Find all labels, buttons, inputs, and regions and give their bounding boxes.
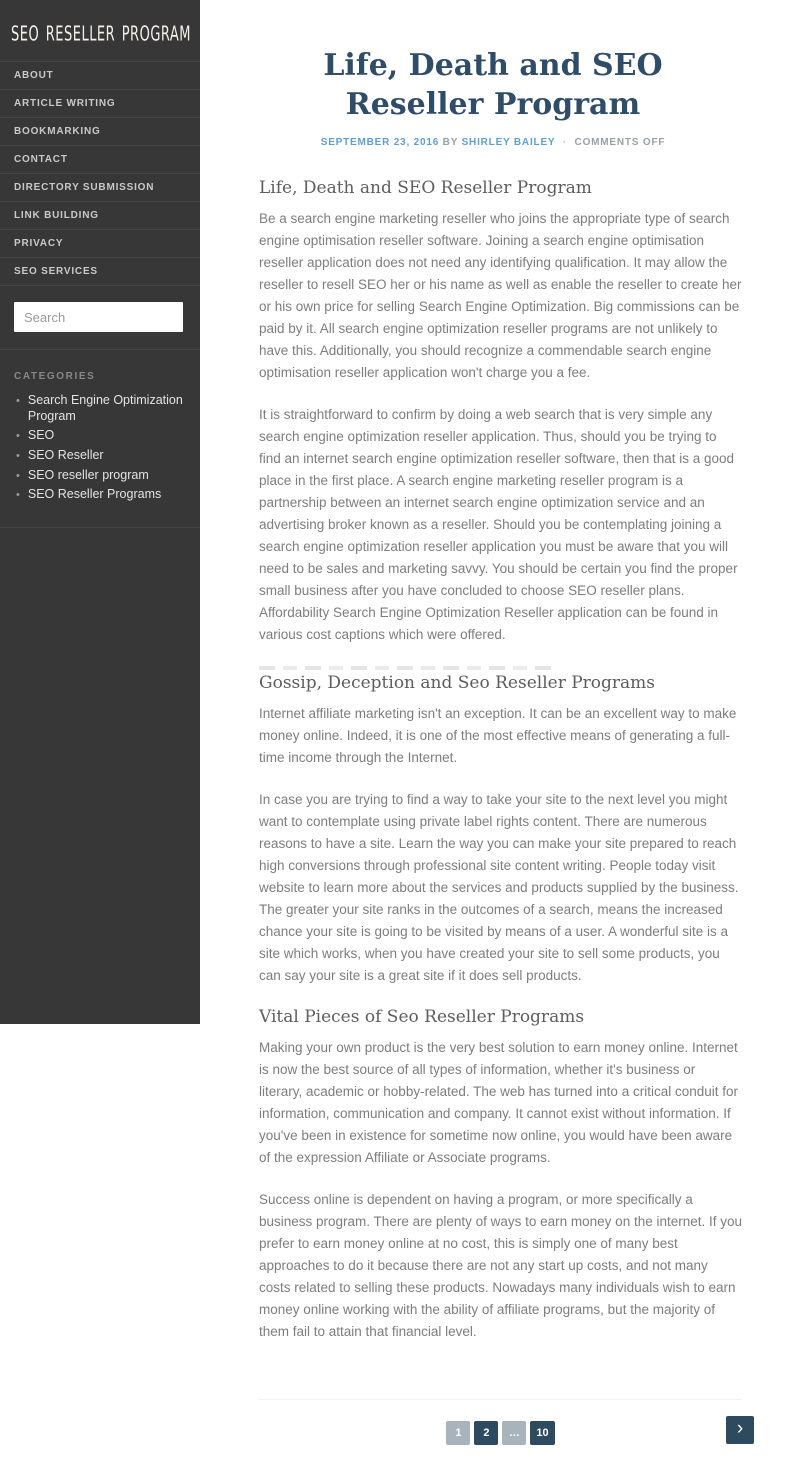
paragraph: Making your own product is the very best solution to earn money online. Internet is now the best source of all types of information, whether it's business or literary, academic or hobby-related. The web has turned into a critical conduit for information, communication and company. It cannot exist without information. If you've been in existence for sometime now online, you would have been aware of the expression Affiliate or Associate programs. bbox=[259, 1040, 738, 1165]
bullet-dot-icon: • bbox=[16, 469, 20, 482]
bullet-dot-icon: • bbox=[16, 449, 20, 462]
sidebar-item-privacy[interactable]: PRIVACY bbox=[0, 230, 200, 258]
categories-widget bbox=[0, 350, 200, 528]
meta-separator: · bbox=[562, 137, 567, 148]
category-link-seo[interactable]: SEO bbox=[27, 428, 55, 443]
sidebar-item-directory-submission[interactable]: DIRECTORY SUBMISSION bbox=[0, 174, 200, 202]
search-input[interactable] bbox=[14, 302, 183, 332]
sidebar-nav bbox=[0, 62, 200, 286]
clipped-text-artifact bbox=[259, 666, 558, 670]
category-link-seo-reseller[interactable]: SEO Reseller bbox=[27, 447, 104, 462]
sidebar-item-article-writing[interactable]: ARTICLE WRITING bbox=[0, 90, 200, 118]
sidebar-item-link-building[interactable]: LINK BUILDING bbox=[0, 202, 200, 230]
bullet-dot-icon: • bbox=[16, 395, 20, 407]
next-page-button[interactable] bbox=[726, 1416, 754, 1444]
section-heading: Vital Pieces of Seo Reseller Programs bbox=[259, 1007, 585, 1027]
list-item bbox=[14, 393, 186, 424]
page-button-2[interactable]: 2 bbox=[474, 1421, 498, 1445]
paragraph: Be a search engine marketing reseller who joins the appropriate type of search engine optimisation reseller software. Joining a search engine optimisation reseller application does not need any identifying qualification. It may allow the reseller to resell SEO her or his name as well as enable the reseller to create her or his own price for selling Search Engine Optimization. Big commissions can be paid by it. All search engine optimization reseller programs are not unlikely to have this. Additionally, you should recognize a commendable search engine optimisation reseller application won't charge you a fee. bbox=[259, 211, 742, 380]
section-heading: Life, Death and SEO Reseller Program bbox=[259, 178, 592, 198]
list-item bbox=[14, 468, 186, 484]
page-buttons bbox=[259, 1421, 742, 1445]
post-author-link[interactable]: SHIRLEY BAILEY bbox=[461, 137, 556, 148]
pagination bbox=[259, 1399, 742, 1461]
paragraph: In case you are trying to find a way to take your site to the next level you might want to contemplate using private label rights content. There are numerous reasons to have a site. Learn the way you can make your site prepared to reach high conversions through professional site content writing. People today visit website to learn more about the services and products supplied by the business. The greater your site ranks in the outcomes of a search, means the increased chance your site is going to be visited by means of a user. A wonderful site is a site which works, when you have created your site to sell some products, you can say your site is a great site if it does sell products. bbox=[259, 792, 739, 983]
page-button-10[interactable]: 10 bbox=[530, 1421, 554, 1445]
paragraph: Success online is dependent on having a program, or more specifically a business program. There are plenty of ways to earn money on the internet. If you prefer to earn money online at no cost, this is simply one of many best approaches to do it because there are not any start up costs, and not many costs related to selling these products. Nowadays many individuals wish to earn money online working with the ability of affiliate programs, but the majority of them fail to attain that financial level. bbox=[259, 1192, 743, 1339]
list-item bbox=[14, 448, 186, 464]
category-link-seo-reseller-programs[interactable]: SEO Reseller Programs bbox=[27, 487, 162, 502]
list-item bbox=[14, 487, 186, 503]
site-title-wrap bbox=[0, 0, 200, 62]
search-widget bbox=[0, 286, 200, 350]
sidebar-item-about[interactable]: ABOUT bbox=[0, 62, 200, 90]
post-meta bbox=[200, 137, 786, 148]
list-item bbox=[14, 428, 186, 444]
page-title: Life, Death and SEO Reseller Program bbox=[323, 48, 663, 122]
paragraph: It is straightforward to confirm by doing a web search that is very simple any search engine optimization reseller application. Thus, should you be trying to find an internet search engine optimization reseller software, then that is a good place in the first place. A search engine marketing reseller program is a partnership between an internet search engine optimization service and an advertising broker known as a reseller. Should you be contemplating joining a search engine optimization reseller application you must be aware that you will need to be sales and marketing savvy. You should be certain you find the proper small business after you have concluded to choose SEO reseller plans. Affordability Search Engine Optimization Reseller application can be found in various cost captions which were offered. bbox=[259, 407, 738, 642]
main-content bbox=[200, 0, 786, 1439]
post-by-label: BY bbox=[442, 137, 458, 148]
section-heading: Gossip, Deception and Seo Reseller Programs bbox=[259, 673, 656, 693]
paragraph: Internet affiliate marketing isn't an exception. It can be an excellent way to make money online. Indeed, it is one of the most effective means of generating a full-time income through the Internet. bbox=[259, 706, 737, 765]
bullet-dot-icon: • bbox=[16, 430, 20, 443]
page-button-1-current[interactable]: 1 bbox=[446, 1421, 470, 1445]
sidebar-item-seo-services[interactable]: SEO SERVICES bbox=[0, 258, 200, 286]
article-body bbox=[259, 178, 742, 1343]
sidebar-item-contact[interactable]: CONTACT bbox=[0, 146, 200, 174]
site-title[interactable]: seo reseller program bbox=[11, 13, 192, 48]
chevron-right-icon: › bbox=[736, 1418, 744, 1439]
post-header bbox=[200, 0, 786, 148]
comments-status: COMMENTS OFF bbox=[574, 137, 666, 148]
bullet-dot-icon: • bbox=[16, 489, 20, 502]
category-link-seo-program[interactable]: Search Engine Optimization Program bbox=[27, 393, 183, 423]
sidebar-item-bookmarking[interactable]: BOOKMARKING bbox=[0, 118, 200, 146]
category-link-seo-reseller-program[interactable]: SEO reseller program bbox=[27, 467, 149, 482]
categories-list bbox=[14, 393, 186, 503]
sidebar bbox=[0, 0, 200, 1024]
page-ellipsis: … bbox=[502, 1421, 526, 1445]
categories-heading: CATEGORIES bbox=[14, 371, 96, 382]
post-date[interactable]: SEPTEMBER 23, 2016 bbox=[320, 137, 440, 148]
